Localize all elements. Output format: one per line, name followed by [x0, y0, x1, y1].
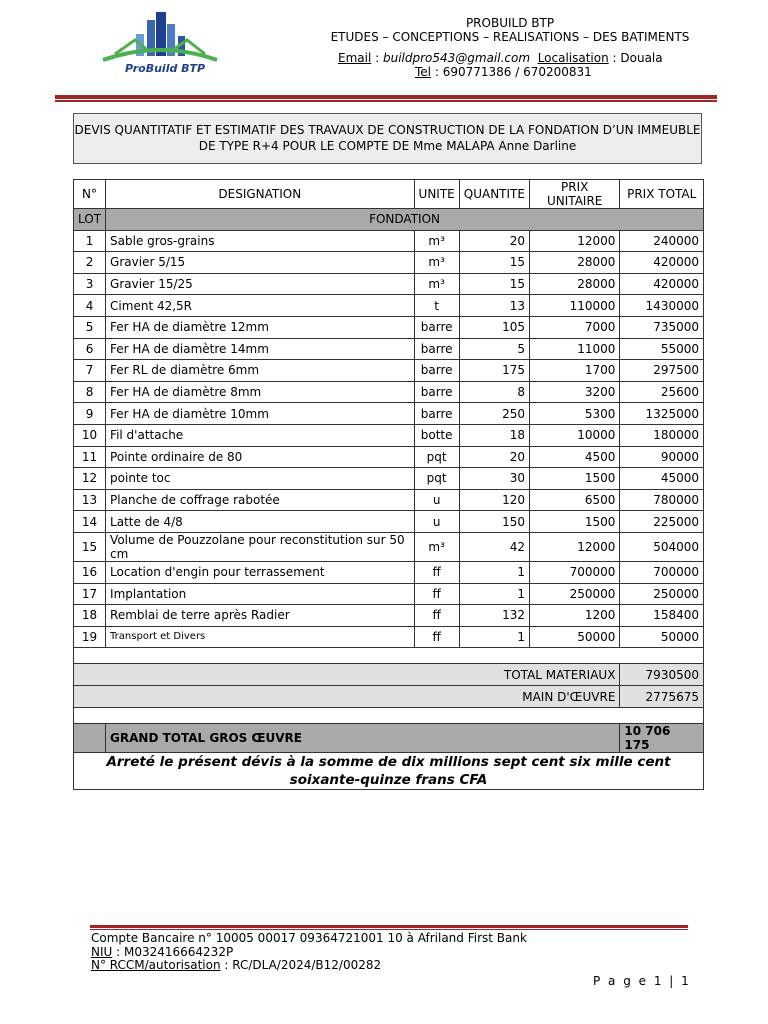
row-no: 16 [74, 561, 106, 583]
row-total: 225000 [620, 511, 704, 533]
lot-row [74, 209, 704, 231]
row-total: 700000 [620, 561, 704, 583]
row-total: 297500 [620, 360, 704, 382]
row-unit: barre [414, 316, 459, 338]
niu-value: M032416664232P [123, 944, 234, 959]
row-no: 3 [74, 273, 106, 295]
row-no: 6 [74, 338, 106, 360]
niu-label: NIU [91, 944, 113, 959]
table-row [74, 605, 704, 627]
footer-divider-thin [90, 929, 688, 930]
row-no: 9 [74, 403, 106, 425]
location-value: Douala [620, 51, 663, 65]
header-quantity: QUANTITE [459, 180, 529, 209]
row-designation: Fer HA de diamètre 10mm [106, 403, 415, 425]
row-unit-price: 4500 [529, 446, 619, 468]
table-row [74, 360, 704, 382]
row-total: 1430000 [620, 295, 704, 317]
row-quantity: 15 [459, 273, 529, 295]
row-total: 780000 [620, 489, 704, 511]
row-unit: pqt [414, 468, 459, 490]
row-quantity: 30 [459, 468, 529, 490]
row-unit-price: 3200 [529, 381, 619, 403]
table-header-row [74, 180, 704, 209]
row-total: 25600 [620, 381, 704, 403]
row-quantity: 1 [459, 561, 529, 583]
row-unit: ff [414, 561, 459, 583]
header-divider-thin [55, 100, 717, 102]
contact-info: Email : buildpro543@gmail.com Localisation : Douala Tel : 690771386 / 670200831 [338, 51, 663, 79]
table-row [74, 532, 704, 561]
footer-divider-thick [90, 925, 688, 928]
document-title [73, 113, 702, 164]
row-quantity: 20 [459, 446, 529, 468]
table-row [74, 381, 704, 403]
row-no: 14 [74, 511, 106, 533]
grand-total-value: 10 706 175 [620, 724, 704, 753]
row-unit: m³ [414, 230, 459, 252]
row-total: 90000 [620, 446, 704, 468]
row-unit-price: 28000 [529, 273, 619, 295]
arrete-row [74, 753, 704, 790]
email-label: Email [338, 51, 372, 65]
row-unit: m³ [414, 252, 459, 274]
quote-table [73, 179, 704, 790]
row-designation: Fil d'attache [106, 424, 415, 446]
row-unit-price: 1200 [529, 605, 619, 627]
row-no: 11 [74, 446, 106, 468]
row-total: 158400 [620, 605, 704, 627]
row-quantity: 20 [459, 230, 529, 252]
row-total: 50000 [620, 626, 704, 648]
email-value[interactable]: buildpro543@gmail.com [382, 51, 531, 65]
row-designation: Pointe ordinaire de 80 [106, 446, 415, 468]
company-header [300, 16, 720, 44]
spacer-row [74, 708, 704, 724]
table-row [74, 489, 704, 511]
row-unit-price: 10000 [529, 424, 619, 446]
row-quantity: 150 [459, 511, 529, 533]
row-total: 180000 [620, 424, 704, 446]
table-row [74, 316, 704, 338]
row-total: 420000 [620, 252, 704, 274]
document-title-line1: DEVIS QUANTITATIF ET ESTIMATIF DES TRAVAUX DE CONSTRUCTION DE LA FONDATION D’UN IMMEUBLE [74, 123, 701, 137]
footer-info: Compte Bancaire n° 10005 00017 09364721001 10 à Afriland First Bank NIU : M032416664232P N° RCCM/autorisation : RC/DLA/2024/B12/00282 [91, 931, 527, 972]
row-quantity: 13 [459, 295, 529, 317]
header-no: N° [74, 180, 106, 209]
table-row [74, 273, 704, 295]
row-no: 19 [74, 626, 106, 648]
row-unit-price: 1500 [529, 468, 619, 490]
table-row [74, 583, 704, 605]
table-row [74, 230, 704, 252]
row-unit-price: 250000 [529, 583, 619, 605]
row-quantity: 105 [459, 316, 529, 338]
header-divider-thick [55, 95, 717, 99]
row-quantity: 18 [459, 424, 529, 446]
row-no: 13 [74, 489, 106, 511]
row-unit-price: 1500 [529, 511, 619, 533]
row-total: 1325000 [620, 403, 704, 425]
row-designation: Location d'engin pour terrassement [106, 561, 415, 583]
grand-total-label: GRAND TOTAL GROS ŒUVRE [106, 724, 620, 753]
row-unit-price: 700000 [529, 561, 619, 583]
row-quantity: 15 [459, 252, 529, 274]
row-quantity: 1 [459, 626, 529, 648]
row-no: 8 [74, 381, 106, 403]
total-materials-label: TOTAL MATERIAUX [74, 664, 620, 686]
lot-name: FONDATION [106, 209, 704, 231]
total-materials-value: 7930500 [620, 664, 704, 686]
row-unit-price: 11000 [529, 338, 619, 360]
table-row [74, 252, 704, 274]
row-unit-price: 6500 [529, 489, 619, 511]
row-designation: Fer HA de diamètre 12mm [106, 316, 415, 338]
row-total: 420000 [620, 273, 704, 295]
lot-label: LOT [74, 209, 106, 231]
row-unit-price: 1700 [529, 360, 619, 382]
row-unit-price: 7000 [529, 316, 619, 338]
grand-total-row [74, 724, 704, 753]
row-designation: Implantation [106, 583, 415, 605]
row-unit: t [414, 295, 459, 317]
row-designation: Fer RL de diamètre 6mm [106, 360, 415, 382]
header-unit-price: PRIX UNITAIRE [529, 180, 619, 209]
row-designation: Latte de 4/8 [106, 511, 415, 533]
row-designation: pointe toc [106, 468, 415, 490]
table-row [74, 561, 704, 583]
row-no: 10 [74, 424, 106, 446]
row-total: 735000 [620, 316, 704, 338]
row-no: 5 [74, 316, 106, 338]
row-unit: u [414, 511, 459, 533]
row-unit-price: 12000 [529, 230, 619, 252]
row-quantity: 1 [459, 583, 529, 605]
table-row [74, 295, 704, 317]
row-unit: barre [414, 360, 459, 382]
table-row [74, 424, 704, 446]
row-no: 7 [74, 360, 106, 382]
row-designation: Volume de Pouzzolane pour reconstitution sur 50 cm [106, 532, 415, 561]
row-unit: botte [414, 424, 459, 446]
table-row [74, 626, 704, 648]
row-no: 17 [74, 583, 106, 605]
row-total: 55000 [620, 338, 704, 360]
row-quantity: 175 [459, 360, 529, 382]
row-unit-price: 50000 [529, 626, 619, 648]
row-no: 4 [74, 295, 106, 317]
row-unit: ff [414, 605, 459, 627]
row-total: 45000 [620, 468, 704, 490]
page-number: P a g e 1 | 1 [593, 974, 691, 988]
row-unit: m³ [414, 532, 459, 561]
row-designation: Remblai de terre après Radier [106, 605, 415, 627]
company-logo [95, 10, 225, 82]
company-name: PROBUILD BTP [465, 16, 555, 30]
row-unit: pqt [414, 446, 459, 468]
labour-value: 2775675 [620, 686, 704, 708]
rccm-value: RC/DLA/2024/B12/00282 [232, 958, 382, 972]
table-row [74, 403, 704, 425]
labour-label: MAIN D'ŒUVRE [74, 686, 620, 708]
labour-row [74, 686, 704, 708]
row-designation: Gravier 15/25 [106, 273, 415, 295]
row-total: 504000 [620, 532, 704, 561]
row-designation: Transport et Divers [106, 626, 415, 648]
row-quantity: 250 [459, 403, 529, 425]
row-quantity: 132 [459, 605, 529, 627]
bank-account: Compte Bancaire n° 10005 00017 09364721001 10 à Afriland First Bank [91, 931, 527, 945]
row-designation: Gravier 5/15 [106, 252, 415, 274]
spacer-row [74, 648, 704, 664]
rccm-label: N° RCCM/autorisation [91, 958, 221, 972]
row-no: 12 [74, 468, 106, 490]
row-designation: Planche de coffrage rabotée [106, 489, 415, 511]
row-unit-price: 5300 [529, 403, 619, 425]
row-unit: ff [414, 583, 459, 605]
row-no: 1 [74, 230, 106, 252]
row-designation: Ciment 42,5R [106, 295, 415, 317]
row-designation: Sable gros-grains [106, 230, 415, 252]
row-unit-price: 110000 [529, 295, 619, 317]
row-quantity: 8 [459, 381, 529, 403]
tel-value: 690771386 / 670200831 [442, 65, 592, 79]
row-unit: barre [414, 381, 459, 403]
row-total: 240000 [620, 230, 704, 252]
total-materials-row [74, 664, 704, 686]
row-unit: m³ [414, 273, 459, 295]
row-quantity: 42 [459, 532, 529, 561]
row-designation: Fer HA de diamètre 14mm [106, 338, 415, 360]
row-unit: ff [414, 626, 459, 648]
table-row [74, 446, 704, 468]
company-tagline: ETUDES – CONCEPTIONS – REALISATIONS – DES BATIMENTS [330, 30, 690, 44]
row-designation: Fer HA de diamètre 8mm [106, 381, 415, 403]
row-unit: barre [414, 338, 459, 360]
logo-text: ProBuild BTP [125, 62, 206, 75]
document-title-line2: DE TYPE R+4 POUR LE COMPTE DE Mme MALAPA Anne Darline [198, 139, 577, 153]
row-total: 250000 [620, 583, 704, 605]
header-total-price: PRIX TOTAL [620, 180, 704, 209]
row-no: 18 [74, 605, 106, 627]
table-row [74, 468, 704, 490]
row-unit-price: 28000 [529, 252, 619, 274]
table-row [74, 511, 704, 533]
row-quantity: 5 [459, 338, 529, 360]
row-unit-price: 12000 [529, 532, 619, 561]
header-designation: DESIGNATION [106, 180, 415, 209]
location-label: Localisation [537, 51, 609, 65]
header-unit: UNITE [414, 180, 459, 209]
arrete-text: Arreté le présent dévis à la somme de dix millions sept cent six mille cent soixante-quinze frans CFA [74, 753, 704, 790]
tel-label: Tel [415, 65, 432, 79]
row-no: 15 [74, 532, 106, 561]
table-row [74, 338, 704, 360]
row-unit: u [414, 489, 459, 511]
row-unit: barre [414, 403, 459, 425]
row-no: 2 [74, 252, 106, 274]
row-quantity: 120 [459, 489, 529, 511]
